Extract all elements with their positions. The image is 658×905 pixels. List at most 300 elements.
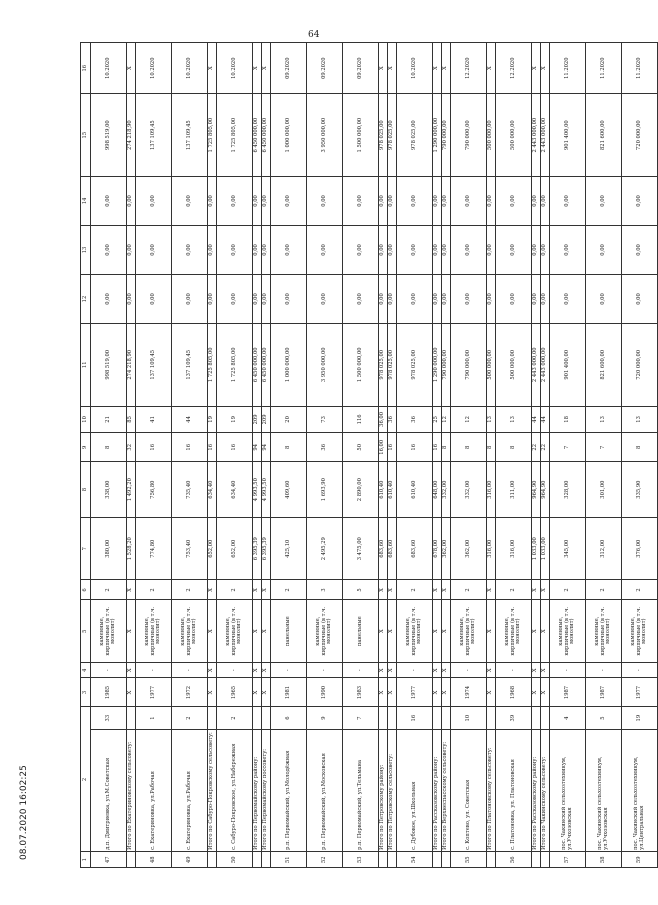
table-cell-c12: 0,00: [550, 274, 586, 323]
table-cell-c10: 209: [262, 406, 271, 433]
table-cell-c9: 32: [127, 433, 136, 462]
table-cell-c15: 1 725 805,00: [217, 94, 253, 177]
table-cell-c14: 0,00: [379, 176, 388, 225]
header-cell: 7: [81, 518, 91, 580]
table-cell-c13: 0,00: [217, 225, 253, 274]
table-row: [91, 43, 127, 868]
table-cell-c16: 10.2020: [217, 43, 253, 94]
table-cell-c10: 13: [622, 406, 658, 433]
table-cell-c5: X: [208, 600, 217, 662]
table-cell-c4: X: [388, 662, 397, 678]
table-cell-c3: X: [253, 678, 262, 707]
table-cell-c9: 8: [451, 433, 487, 462]
table-cell-c12: 0,00: [532, 274, 541, 323]
table-cell-c16: 10.2020: [136, 43, 172, 94]
table-cell-c5: каменные, кирпичные (в т.ч. монолит): [172, 600, 208, 662]
table-cell-c9: 16: [217, 433, 253, 462]
table-cell-c8: 634,40: [208, 462, 217, 518]
table-cell-c9: 94: [253, 433, 262, 462]
table-cell-c10: 85: [127, 406, 136, 433]
header-cell: 16: [81, 43, 91, 94]
table-cell-c12: 0,00: [397, 274, 433, 323]
table-cell-c14: 0,00: [208, 176, 217, 225]
table-cell-c4: X: [532, 662, 541, 678]
table-cell-c14: 0,00: [496, 176, 532, 225]
table-cell-c16: 10.2020: [91, 43, 127, 94]
table-cell-c2: Итого по Рассказовскому району:: [532, 729, 541, 852]
table-cell-c7: 362,00: [442, 518, 451, 580]
table-cell-c13: 0,00: [307, 225, 343, 274]
table-cell-c2b: [262, 707, 271, 729]
header-cell: 4: [81, 662, 91, 678]
table-cell-c4: -: [343, 662, 379, 678]
table-cell-c11: 901 400,00: [550, 324, 586, 407]
table-cell-c13: 0,00: [442, 225, 451, 274]
table-cell-c6: 2: [91, 580, 127, 600]
table-cell-c4: -: [217, 662, 253, 678]
table-cell-c7: 1 528,20: [127, 518, 136, 580]
table-cell-c7: 6 395,39: [253, 518, 262, 580]
table-cell-c13: 0,00: [208, 225, 217, 274]
table-cell-c7: 753,40: [172, 518, 208, 580]
capital-repair-table: [80, 42, 658, 868]
table-cell-c6: 2: [586, 580, 622, 600]
table-cell-c3: X: [388, 678, 397, 707]
table-cell-c6: X: [433, 580, 442, 600]
table-cell-c5: каменные, кирпичные (в т.ч. монолит): [496, 600, 532, 662]
table-cell-c6: X: [262, 580, 271, 600]
table-cell-c12: 0,00: [127, 274, 136, 323]
table-cell-c2: р.п. Первомайский, ул.Тельмана: [343, 729, 379, 852]
table-cell-c1: 48: [136, 852, 172, 868]
table-cell-c5: X: [433, 600, 442, 662]
table-cell-c8: 756,80: [136, 462, 172, 518]
table-cell-c10: 19: [208, 406, 217, 433]
subtotal-row: [487, 43, 496, 868]
rotated-table-container: [80, 42, 648, 868]
table-cell-c13: 0,00: [262, 225, 271, 274]
table-cell-c13: 0,00: [127, 225, 136, 274]
table-cell-c2: с. Коптево, ул. Советская: [451, 729, 487, 852]
table-cell-c12: 0,00: [307, 274, 343, 323]
table-cell-c7: 3 475,00: [343, 518, 379, 580]
table-cell-c13: 0,00: [379, 225, 388, 274]
table-cell-c1: 52: [307, 852, 343, 868]
table-cell-c10: 18: [550, 406, 586, 433]
table-cell-c2b: 5: [586, 707, 622, 729]
table-cell-c2b: 10: [451, 707, 487, 729]
table-cell-c11: 6 450 000,00: [262, 324, 271, 407]
table-cell-c10: 36: [388, 406, 397, 433]
table-cell-c8: 301,00: [586, 462, 622, 518]
table-cell-c9: 22: [532, 433, 541, 462]
table-cell-c12: 0,00: [253, 274, 262, 323]
table-cell-c1: [487, 852, 496, 868]
table-cell-c5: каменные, кирпичные (в т.ч. монолит): [397, 600, 433, 662]
table-cell-c2b: 9: [307, 707, 343, 729]
table-cell-c14: 0,00: [532, 176, 541, 225]
table-cell-c2: Итого по Рассказовскому району:: [433, 729, 442, 852]
table-cell-c1: [262, 852, 271, 868]
table-cell-c1: 51: [271, 852, 307, 868]
table-cell-c6: 2: [622, 580, 658, 600]
table-cell-c2: д.п. Дмитриевка, ул.М.Советская: [91, 729, 127, 852]
subtotal-row: [253, 43, 262, 868]
table-cell-c12: 0,00: [388, 274, 397, 323]
table-cell-c7: 678,00: [433, 518, 442, 580]
table-cell-c2b: 2: [172, 707, 208, 729]
table-cell-c16: 11.2020: [550, 43, 586, 94]
table-cell-c10: 25: [433, 406, 442, 433]
table-cell-c13: 0,00: [388, 225, 397, 274]
table-cell-c5: X: [442, 600, 451, 662]
table-cell-c9: 8: [442, 433, 451, 462]
table-cell-c10: 36,00: [379, 406, 388, 433]
table-cell-c5: X: [253, 600, 262, 662]
table-cell-c13: 0,00: [451, 225, 487, 274]
table-cell-c10: 13: [586, 406, 622, 433]
table-cell-c11: 2 443 000,00: [541, 324, 550, 407]
table-cell-c1: 53: [343, 852, 379, 868]
table-cell-c2: с. Дубовое, ул.Школьная: [397, 729, 433, 852]
table-cell-c8: 338,00: [91, 462, 127, 518]
table-cell-c3: X: [487, 678, 496, 707]
table-cell-c14: 0,00: [307, 176, 343, 225]
table-cell-c9: 16: [397, 433, 433, 462]
table-cell-c6: 2: [172, 580, 208, 600]
table-cell-c9: 8: [91, 433, 127, 462]
table-cell-c14: 0,00: [397, 176, 433, 225]
table-row: [397, 43, 433, 868]
table-cell-c5: панельные: [343, 600, 379, 662]
subtotal-row: [379, 43, 388, 868]
table-cell-c8: 634,40: [217, 462, 253, 518]
table-cell-c6: X: [487, 580, 496, 600]
table-cell-c16: X: [442, 43, 451, 94]
table-cell-c14: 0,00: [136, 176, 172, 225]
table-cell-c6: 2: [397, 580, 433, 600]
table-cell-c13: 0,00: [586, 225, 622, 274]
table-row: [622, 43, 658, 868]
table-cell-c1: 59: [622, 852, 658, 868]
table-cell-c4: X: [541, 662, 550, 678]
table-cell-c6: X: [208, 580, 217, 600]
table-cell-c7: 380,00: [91, 518, 127, 580]
table-row: [172, 43, 208, 868]
table-cell-c1: [433, 852, 442, 868]
table-cell-c13: 0,00: [397, 225, 433, 274]
subtotal-row: [541, 43, 550, 868]
table-cell-c12: 0,00: [271, 274, 307, 323]
table-cell-c2b: [442, 707, 451, 729]
table-cell-c11: 1 500 000,00: [343, 324, 379, 407]
table-cell-c7: 376,00: [622, 518, 658, 580]
table-cell-c10: 21: [91, 406, 127, 433]
table-cell-c16: 11.2020: [622, 43, 658, 94]
table-cell-c14: 0,00: [487, 176, 496, 225]
table-cell-c5: X: [532, 600, 541, 662]
table-cell-c10: 12: [442, 406, 451, 433]
table-cell-c1: [127, 852, 136, 868]
table-row: [136, 43, 172, 868]
table-cell-c16: 09.2020: [343, 43, 379, 94]
table-cell-c1: 50: [217, 852, 253, 868]
subtotal-row: [433, 43, 442, 868]
table-cell-c6: X: [532, 580, 541, 600]
table-cell-c16: X: [388, 43, 397, 94]
header-cell: 10: [81, 406, 91, 433]
table-cell-c11: 1 725 805,00: [208, 324, 217, 407]
table-cell-c10: 44: [532, 406, 541, 433]
table-cell-c1: [208, 852, 217, 868]
table-cell-c12: 0,00: [433, 274, 442, 323]
table-cell-c2: р.п. Первомайский, ул.Московская: [307, 729, 343, 852]
table-cell-c4: X: [379, 662, 388, 678]
table-cell-c6: 2: [136, 580, 172, 600]
table-cell-c2b: 4: [550, 707, 586, 729]
header-cell: 2: [81, 707, 91, 852]
table-row: [586, 43, 622, 868]
table-cell-c14: 0,00: [388, 176, 397, 225]
table-cell-c8: 964,90: [532, 462, 541, 518]
table-cell-c6: 5: [343, 580, 379, 600]
table-cell-c15: 978 025,00: [388, 94, 397, 177]
table-cell-c11: 720 000,00: [622, 324, 658, 407]
table-cell-c13: 0,00: [550, 225, 586, 274]
table-cell-c14: 0,00: [343, 176, 379, 225]
table-cell-c2: пос. Чакинский сельхозтехникум, ул.Центральная: [622, 729, 658, 852]
table-cell-c14: 0,00: [451, 176, 487, 225]
table-cell-c4: -: [136, 662, 172, 678]
table-cell-c15: 137 109,45: [136, 94, 172, 177]
table-cell-c11: 137 109,45: [136, 324, 172, 407]
table-cell-c1: 54: [397, 852, 433, 868]
table-cell-c12: 0,00: [208, 274, 217, 323]
table-cell-c4: -: [172, 662, 208, 678]
table-cell-c7: 683,60: [388, 518, 397, 580]
table-cell-c4: -: [586, 662, 622, 678]
table-cell-c1: [532, 852, 541, 868]
table-cell-c8: 4 993,50: [262, 462, 271, 518]
table-cell-c13: 0,00: [271, 225, 307, 274]
table-cell-c10: 13: [487, 406, 496, 433]
table-cell-c13: 0,00: [532, 225, 541, 274]
table-cell-c5: каменные, кирпичные (в т.ч. монолит): [622, 600, 658, 662]
table-cell-c13: 0,00: [496, 225, 532, 274]
table-cell-c4: X: [262, 662, 271, 678]
header-cell: 3: [81, 678, 91, 707]
table-cell-c11: 1 290 000,00: [433, 324, 442, 407]
table-cell-c6: X: [388, 580, 397, 600]
table-cell-c5: X: [262, 600, 271, 662]
table-cell-c10: 13: [496, 406, 532, 433]
table-cell-c4: -: [622, 662, 658, 678]
table-cell-c7: 1 033,00: [541, 518, 550, 580]
table-cell-c15: 500 000,00: [496, 94, 532, 177]
table-cell-c7: 1 033,00: [532, 518, 541, 580]
table-cell-c2: Итого по Платоновскому сельсовету:: [487, 729, 496, 852]
table-cell-c10: 73: [307, 406, 343, 433]
table-row: [451, 43, 487, 868]
table-cell-c4: -: [451, 662, 487, 678]
table-cell-c9: 16: [433, 433, 442, 462]
table-cell-c12: 0,00: [451, 274, 487, 323]
subtotal-row: [262, 43, 271, 868]
table-cell-c10: 19: [217, 406, 253, 433]
table-cell-c7: 316,00: [487, 518, 496, 580]
table-cell-c5: каменные, кирпичные (в т.ч. монолит): [586, 600, 622, 662]
table-cell-c9: 16,00: [379, 433, 388, 462]
table-cell-c16: X: [487, 43, 496, 94]
table-cell-c6: 2: [217, 580, 253, 600]
table-cell-c10: 41: [136, 406, 172, 433]
table-cell-c1: [379, 852, 388, 868]
table-cell-c4: X: [433, 662, 442, 678]
table-cell-c15: 1 725 805,00: [208, 94, 217, 177]
table-cell-c15: 790 000,00: [442, 94, 451, 177]
table-cell-c7: 683,60: [397, 518, 433, 580]
table-cell-c8: 4 993,50: [253, 462, 262, 518]
table-cell-c15: 790 000,00: [451, 94, 487, 177]
table-cell-c2: пос. Чакинский сельхозтехникум, ул.Учхозовская: [550, 729, 586, 852]
table-cell-c14: 0,00: [253, 176, 262, 225]
table-cell-c4: X: [253, 662, 262, 678]
table-cell-c16: 12.2020: [451, 43, 487, 94]
table-cell-c15: 1 290 000,00: [433, 94, 442, 177]
table-cell-c11: 978 025,00: [388, 324, 397, 407]
table-cell-c12: 0,00: [487, 274, 496, 323]
table-cell-c2b: 16: [397, 707, 433, 729]
header-cell: 9: [81, 433, 91, 462]
table-cell-c4: X: [208, 662, 217, 678]
table-cell-c13: 0,00: [541, 225, 550, 274]
table-cell-c3: 1987: [550, 678, 586, 707]
table-cell-c9: 8: [487, 433, 496, 462]
header-cell: 11: [81, 324, 91, 407]
header-cell: 12: [81, 274, 91, 323]
table-cell-c15: 998 519,00: [91, 94, 127, 177]
table-cell-c3: X: [379, 678, 388, 707]
table-cell-c14: 0,00: [262, 176, 271, 225]
table-row: [496, 43, 532, 868]
table-row: [550, 43, 586, 868]
table-cell-c6: X: [379, 580, 388, 600]
header-cell: 1: [81, 852, 91, 868]
table-cell-c16: X: [379, 43, 388, 94]
table-cell-c10: 20: [271, 406, 307, 433]
table-cell-c6: 2: [550, 580, 586, 600]
table-body: [91, 43, 658, 868]
header-cell: 13: [81, 225, 91, 274]
table-cell-c14: 0,00: [217, 176, 253, 225]
table-cell-c6: 2: [496, 580, 532, 600]
header-cell: 8: [81, 462, 91, 518]
table-cell-c8: 328,00: [550, 462, 586, 518]
table-cell-c8: 610,40: [379, 462, 388, 518]
table-cell-c2: с. Екатериновка, ул.Рабочая: [136, 729, 172, 852]
table-cell-c3: 1974: [451, 678, 487, 707]
table-cell-c11: 998 519,00: [91, 324, 127, 407]
table-cell-c5: каменные, кирпичные (в т.ч. монолит): [91, 600, 127, 662]
table-cell-c2b: 7: [343, 707, 379, 729]
table-cell-c4: -: [91, 662, 127, 678]
table-cell-c9: 22: [541, 433, 550, 462]
table-cell-c8: 964,90: [541, 462, 550, 518]
table-cell-c10: 44: [172, 406, 208, 433]
table-cell-c6: X: [127, 580, 136, 600]
table-cell-c8: 332,00: [442, 462, 451, 518]
table-cell-c4: -: [496, 662, 532, 678]
table-cell-c12: 0,00: [586, 274, 622, 323]
table-cell-c7: 345,00: [550, 518, 586, 580]
table-cell-c9: 8: [496, 433, 532, 462]
table-cell-c11: 6 450 000,00: [253, 324, 262, 407]
table-cell-c3: X: [208, 678, 217, 707]
table-cell-c1: [253, 852, 262, 868]
table-cell-c7: 683,60: [379, 518, 388, 580]
table-cell-c4: -: [271, 662, 307, 678]
table-cell-c7: 425,10: [271, 518, 307, 580]
table-cell-c2: с. Платоновка, ул. Платоновская: [496, 729, 532, 852]
table-cell-c16: X: [127, 43, 136, 94]
table-cell-c10: 116: [343, 406, 379, 433]
table-cell-c3: X: [433, 678, 442, 707]
table-cell-c1: 47: [91, 852, 127, 868]
table-cell-c3: X: [262, 678, 271, 707]
table-cell-c7: 312,00: [586, 518, 622, 580]
table-cell-c5: каменные, кирпичные (в т.ч. монолит): [217, 600, 253, 662]
table-cell-c9: 50: [343, 433, 379, 462]
table-cell-c4: -: [550, 662, 586, 678]
table-cell-c1: [388, 852, 397, 868]
table-cell-c15: 978 025,00: [379, 94, 388, 177]
table-cell-c5: X: [541, 600, 550, 662]
table-cell-c1: 55: [451, 852, 487, 868]
subtotal-row: [532, 43, 541, 868]
table-cell-c2b: 33: [91, 707, 127, 729]
table-cell-c14: 0,00: [550, 176, 586, 225]
table-cell-c2b: [127, 707, 136, 729]
table-cell-c15: 901 400,00: [550, 94, 586, 177]
table-cell-c12: 0,00: [442, 274, 451, 323]
table-cell-c2b: [541, 707, 550, 729]
table-cell-c11: 274 218,90: [127, 324, 136, 407]
table-cell-c7: 652,00: [208, 518, 217, 580]
header-cell: 15: [81, 94, 91, 177]
table-cell-c1: 56: [496, 852, 532, 868]
table-cell-c8: 332,00: [451, 462, 487, 518]
table-cell-c8: 311,00: [496, 462, 532, 518]
table-cell-c11: 500 000,00: [487, 324, 496, 407]
table-cell-c2b: [532, 707, 541, 729]
table-cell-c12: 0,00: [622, 274, 658, 323]
table-cell-c2: Итого по Первомайскому поссовету:: [262, 729, 271, 852]
table-cell-c5: X: [487, 600, 496, 662]
table-cell-c9: 7: [586, 433, 622, 462]
table-cell-c13: 0,00: [136, 225, 172, 274]
table-cell-c6: 2: [451, 580, 487, 600]
table-cell-c16: X: [532, 43, 541, 94]
table-cell-c15: 821 600,00: [586, 94, 622, 177]
table-cell-c3: X: [127, 678, 136, 707]
table-cell-c8: 648,00: [433, 462, 442, 518]
table-cell-c12: 0,00: [541, 274, 550, 323]
table-cell-c11: 790 000,00: [451, 324, 487, 407]
table-cell-c11: 821 600,00: [586, 324, 622, 407]
table-cell-c3: 1972: [172, 678, 208, 707]
table-cell-c10: 36: [397, 406, 433, 433]
table-cell-c1: 57: [550, 852, 586, 868]
